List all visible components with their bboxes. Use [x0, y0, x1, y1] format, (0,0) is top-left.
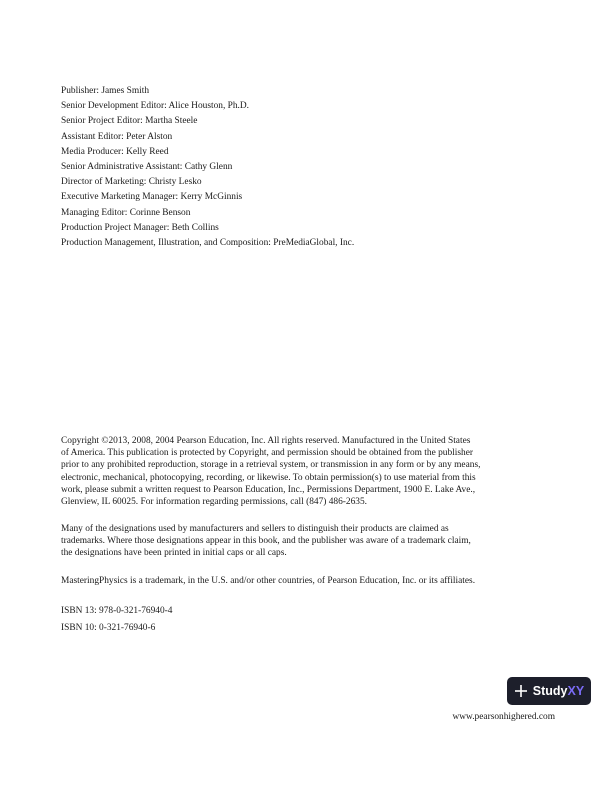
- isbn-block: [61, 603, 172, 637]
- trademark-designations-notice: [61, 523, 471, 560]
- credit-line: Media Producer: Kelly Reed: [61, 146, 169, 157]
- credit-line: Managing Editor: Corinne Benson: [61, 207, 191, 218]
- brand-accent: XY: [567, 684, 585, 698]
- credits-block: [61, 84, 354, 251]
- credit-line: Publisher: James Smith: [61, 86, 150, 96]
- studyxy-badge[interactable]: [507, 677, 591, 705]
- designations-line: Many of the designations used by manufacturers and sellers to distinguish their products are claimed as: [61, 524, 449, 534]
- credit-line: Production Project Manager: Beth Collins: [61, 222, 219, 233]
- isbn-10: ISBN 10: 0-321-76940-6: [61, 623, 156, 633]
- credit-line: Senior Administrative Assistant: Cathy Glenn: [61, 162, 233, 173]
- mastering-physics-trademark: MasteringPhysics is a trademark, in the U.S. and/or other countries, of Pearson Education, Inc. or its affiliates.: [61, 576, 476, 586]
- copyright-line: of America. This publication is protected by Copyright, and permission should be obtained from the publisher: [61, 448, 473, 459]
- isbn-13: ISBN 13: 978-0-321-76940-4: [61, 606, 173, 616]
- copyright-line: electronic, mechanical, photocopying, recording, or likewise. To obtain permission(s) to use material from this: [61, 472, 476, 483]
- plus-icon: [514, 684, 528, 698]
- credit-line: Senior Project Editor: Martha Steele: [61, 116, 198, 127]
- credit-line: Assistant Editor: Peter Alston: [61, 131, 173, 142]
- copyright-notice: [61, 435, 531, 508]
- copyright-line: Copyright ©2013, 2008, 2004 Pearson Education, Inc. All rights reserved. Manufactured in the United States: [61, 436, 471, 446]
- designations-line: the designations have been printed in initial caps or all caps.: [61, 548, 287, 559]
- credit-line: Production Management, Illustration, and Composition: PreMediaGlobal, Inc.: [61, 238, 355, 249]
- credit-line: Director of Marketing: Christy Lesko: [61, 177, 202, 188]
- website-url[interactable]: www.pearsonhighered.com: [452, 712, 555, 722]
- brand-main: Study: [532, 684, 568, 698]
- copyright-line: work, please submit a written request to Pearson Education, Inc., Permissions Department, 1900 E. Lake Ave.,: [61, 484, 476, 495]
- copyright-line: Glenview, IL 60025. For information regarding permissions, call (847) 486-2635.: [61, 497, 368, 508]
- studyxy-logo-text: [533, 684, 584, 698]
- credit-line: Executive Marketing Manager: Kerry McGinnis: [61, 192, 243, 203]
- designations-line: trademarks. Where those designations appear in this book, and the publisher was aware of a trademark claim,: [61, 536, 471, 547]
- copyright-line: prior to any prohibited reproduction, storage in a retrieval system, or transmission in any form or by any means,: [61, 460, 481, 471]
- credit-line: Senior Development Editor: Alice Houston, Ph.D.: [61, 101, 249, 112]
